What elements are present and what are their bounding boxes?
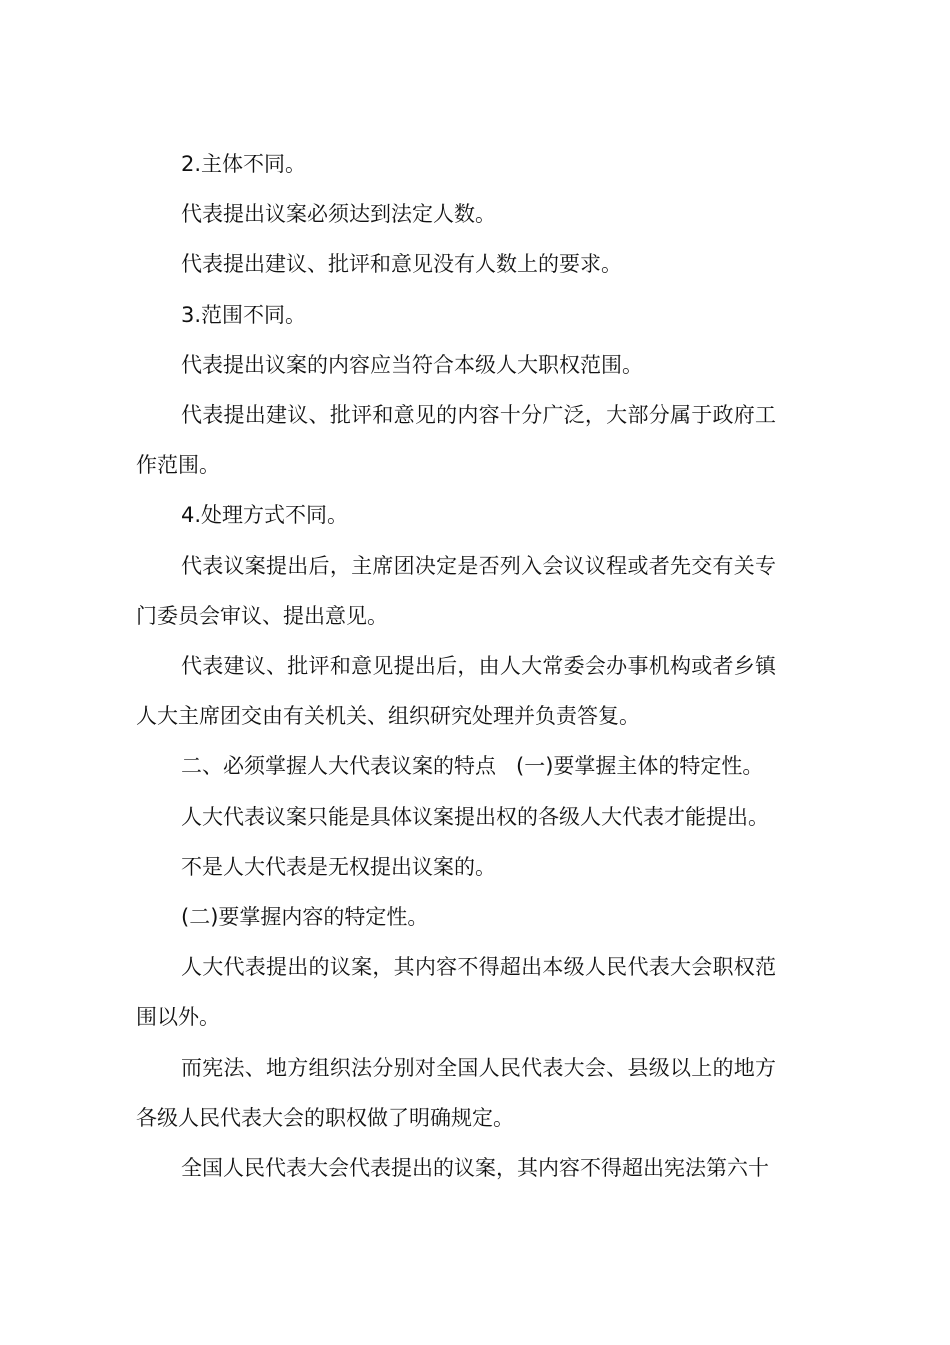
paragraph-content-scope: 人大代表提出的议案，其内容不得超出本级人民代表大会职权范围以外。 xyxy=(136,955,776,1030)
paragraph-subject-specific: 人大代表议案只能是具体议案提出权的各级人大代表才能提出。 xyxy=(181,804,769,829)
paragraph-scope-differs: 3.范围不同。 xyxy=(181,302,307,327)
paragraph-motion-handling: 代表议案提出后，主席团决定是否列入会议议程或者先交有关专门委员会审议、提出意见。 xyxy=(136,553,776,628)
paragraph-constitution-rules: 而宪法、地方组织法分别对全国人民代表大会、县级以上的地方各级人民代表大会的职权做了明确规定。 xyxy=(136,1055,776,1130)
paragraph-subject-differs: 2.主体不同。 xyxy=(181,152,307,176)
paragraph-motion-scope: 代表提出议案的内容应当符合本级人大职权范围。 xyxy=(181,352,643,377)
paragraph-suggestion-no-quorum: 代表提出建议、批评和意见没有人数上的要求。 xyxy=(181,252,622,277)
paragraph-motion-quorum: 代表提出议案必须达到法定人数。 xyxy=(181,202,496,227)
paragraph-subsection-two-heading: (二)要掌握内容的特定性。 xyxy=(181,905,429,930)
subsection-one-heading: (一)要掌握主体的特定性。 xyxy=(516,754,764,779)
paragraph-handling-differs: 4.处理方式不同。 xyxy=(181,503,349,528)
paragraph-non-deputy: 不是人大代表是无权提出议案的。 xyxy=(181,854,496,879)
document-body xyxy=(136,139,776,1193)
section-two-heading: 二、必须掌握人大代表议案的特点 xyxy=(181,754,496,779)
paragraph-suggestion-handling: 代表建议、批评和意见提出后，由人大常委会办事机构或者乡镇人大主席团交由有关机关、组织研究处理并负责答复。 xyxy=(136,654,776,729)
paragraph-suggestion-scope: 代表提出建议、批评和意见的内容十分广泛，大部分属于政府工作范围。 xyxy=(136,403,776,478)
paragraph-npc-motion: 全国人民代表大会代表提出的议案，其内容不得超出宪法第六十 xyxy=(181,1156,769,1181)
paragraph-section-two-heading xyxy=(136,741,776,791)
